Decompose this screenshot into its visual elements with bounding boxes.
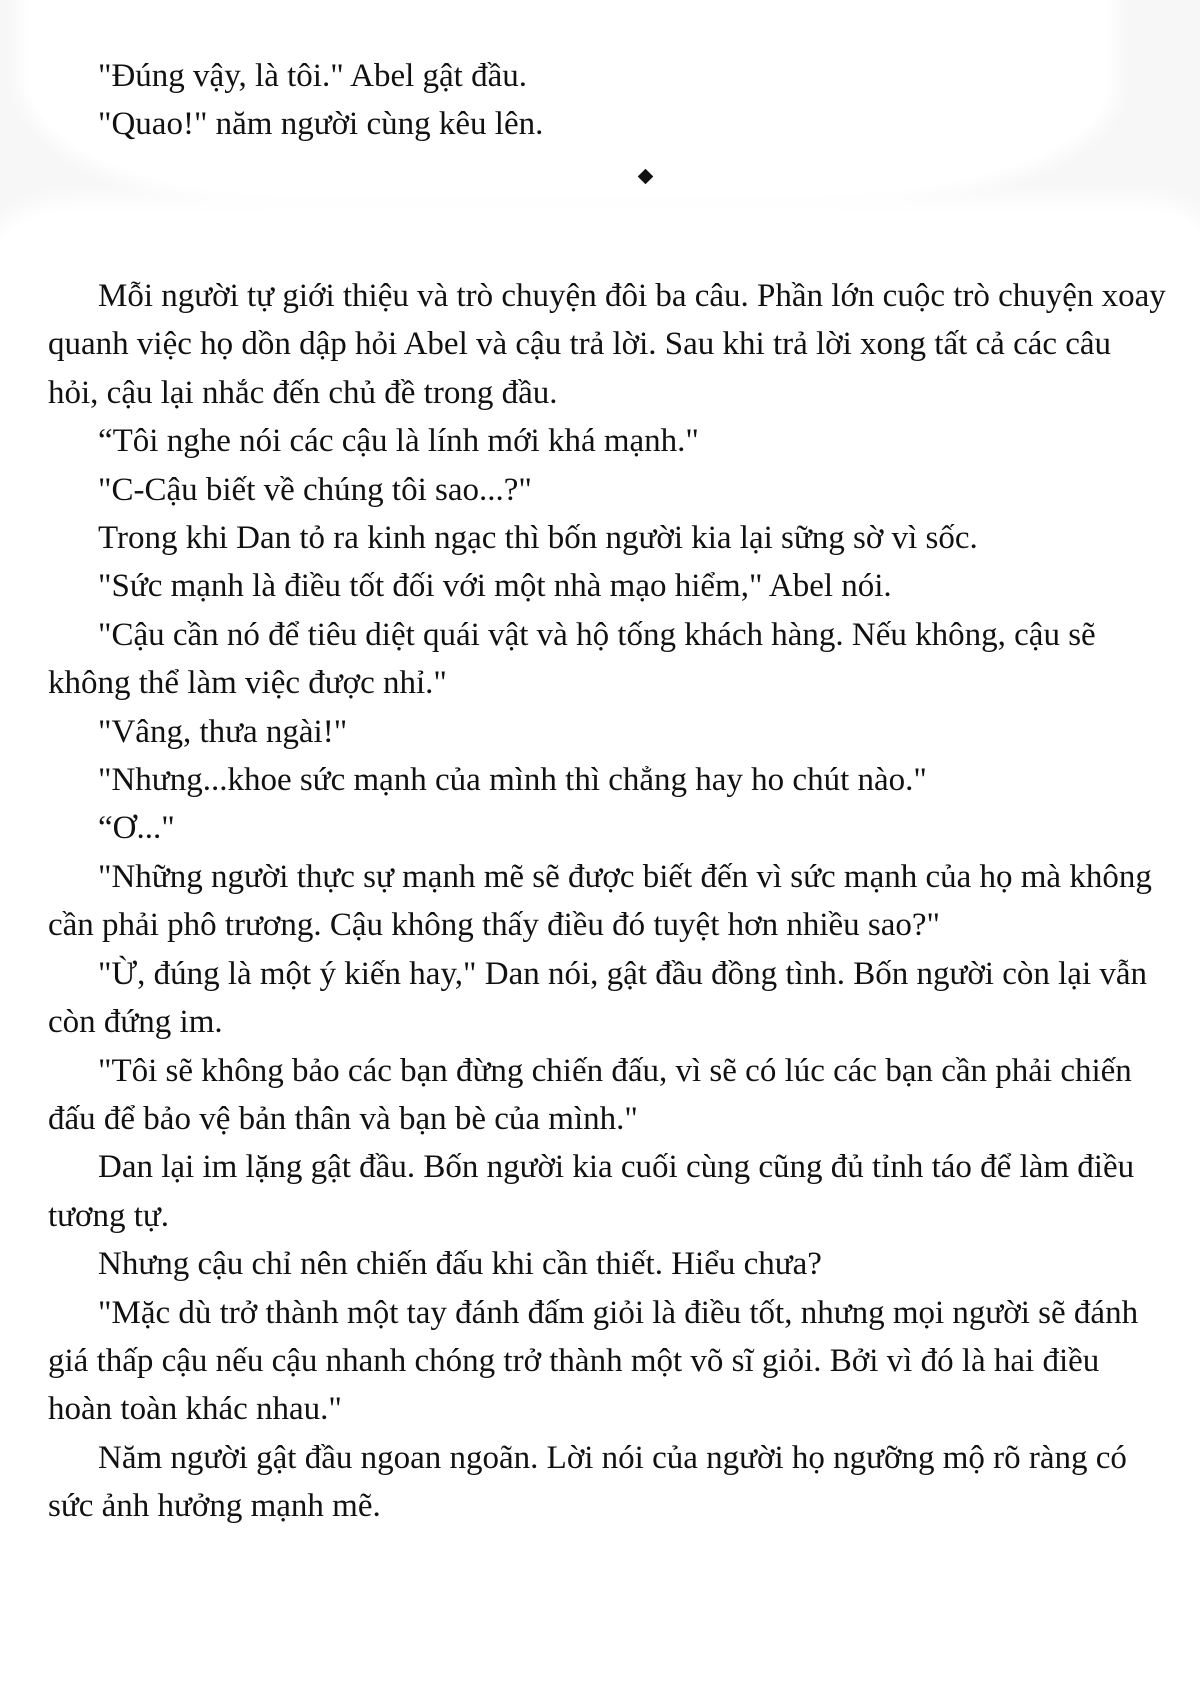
paragraph-9: “Ơ..." xyxy=(98,810,175,847)
paragraph-7: "Vâng, thưa ngài!" xyxy=(98,713,348,750)
paragraph-14: Nhưng cậu chỉ nên chiến đấu khi cần thiết. Hiểu chưa? xyxy=(98,1246,822,1283)
document-page xyxy=(48,0,1168,1706)
paragraph-5: "Sức mạnh là điều tốt đối với một nhà mạo hiểm," Abel nói. xyxy=(98,568,892,605)
intro-paragraph-1: "Đúng vậy, là tôi." Abel gật đầu. xyxy=(98,58,527,94)
paragraph-15: "Mặc dù trở thành một tay đánh đấm giỏi là điều tốt, nhưng mọi người sẽ đánh giá thấp cậu nếu cậu nhanh chóng trở thành một võ sĩ giỏi. Bởi vì đó là hai điều hoàn toàn khác nhau." xyxy=(48,1294,1139,1428)
paragraph-6: "Cậu cần nó để tiêu diệt quái vật và hộ tống khách hàng. Nếu không, cậu sẽ không thể làm việc được nhỉ." xyxy=(48,616,1096,702)
paragraph-3: "C-Cậu biết về chúng tôi sao...?" xyxy=(98,471,532,508)
diamond-divider-icon xyxy=(638,169,654,185)
intro-paragraph-2: "Quao!" năm người cùng kêu lên. xyxy=(98,106,544,142)
paragraph-11: "Ừ, đúng là một ý kiến hay," Dan nói, gật đầu đồng tình. Bốn người còn lại vẫn còn đứng im. xyxy=(48,955,1148,1041)
paragraph-8: "Nhưng...khoe sức mạnh của mình thì chẳng hay ho chút nào." xyxy=(98,762,927,799)
paragraph-12: "Tôi sẽ không bảo các bạn đừng chiến đấu, vì sẽ có lúc các bạn cần phải chiến đấu để bảo vệ bản thân và bạn bè của mình." xyxy=(48,1052,1132,1137)
paragraph-2: “Tôi nghe nói các cậu là lính mới khá mạnh." xyxy=(98,423,699,460)
paragraph-10: "Những người thực sự mạnh mẽ sẽ được biết đến vì sức mạnh của họ mà không cần phải phô trương. Cậu không thấy điều đó tuyệt hơn nhiều sao?" xyxy=(48,858,1152,944)
intro-section xyxy=(48,52,1148,148)
paragraph-16: Năm người gật đầu ngoan ngoãn. Lời nói của người họ ngưỡng mộ rõ ràng có sức ảnh hưởng mạnh mẽ. xyxy=(48,1439,1127,1525)
paragraph-4: Trong khi Dan tỏ ra kinh ngạc thì bốn người kia lại sững sờ vì sốc. xyxy=(98,520,978,557)
story-body xyxy=(48,272,1168,1531)
paragraph-13: Dan lại im lặng gật đầu. Bốn người kia cuối cùng cũng đủ tỉnh táo để làm điều tương tự. xyxy=(48,1149,1135,1234)
paragraph-1: Mỗi người tự giới thiệu và trò chuyện đôi ba câu. Phần lớn cuộc trò chuyện xoay quanh việc họ dồn dập hỏi Abel và cậu trả lời. Sau khi trả lời xong tất cả các câu hỏi, cậu lại nhắc đến chủ đề trong đầu. xyxy=(48,278,1166,411)
